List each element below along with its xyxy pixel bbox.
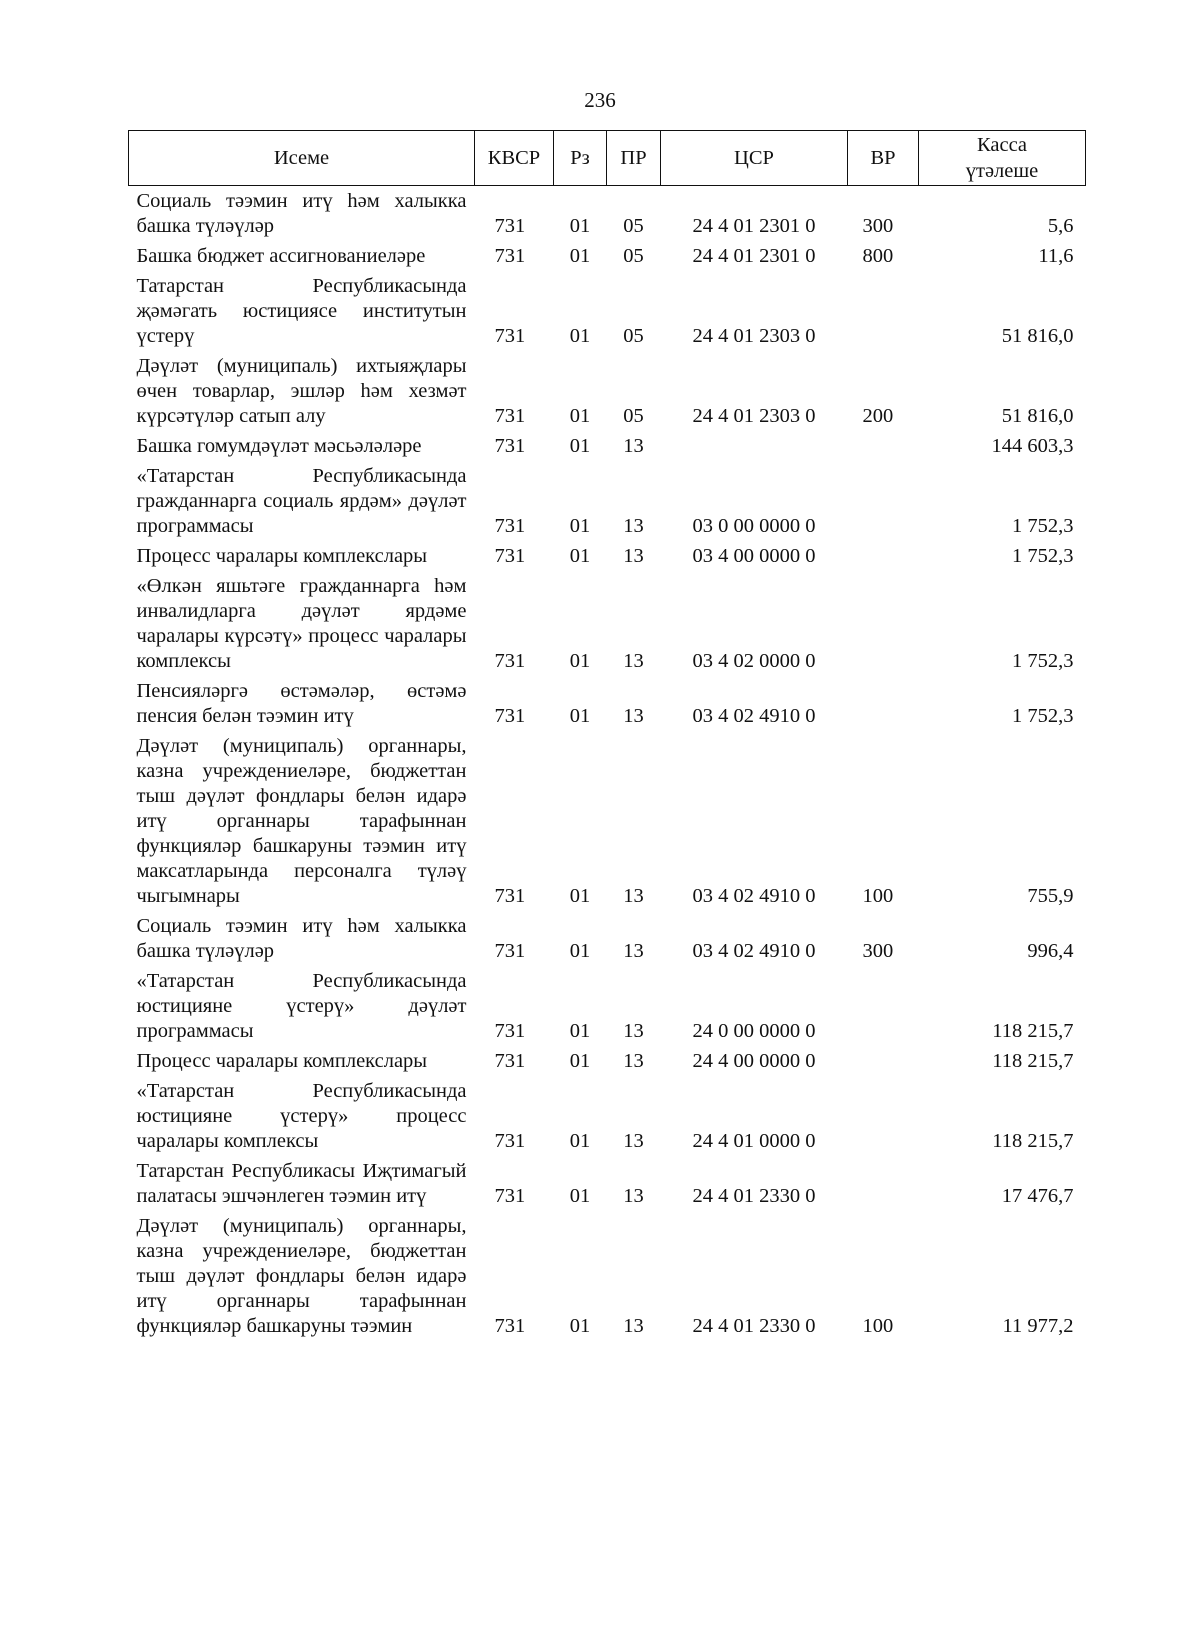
row-vr: 800: [862, 245, 894, 267]
header-kvsr: КВСР: [475, 131, 554, 186]
row-name: «Татарстан Республикасында юстицияне үстерү» процесс чаралары комплексы: [136, 1080, 467, 1152]
row-rz: 01: [569, 515, 591, 537]
row-cash-execution: 144 603,3: [991, 435, 1074, 457]
row-csr: 03 4 00 0000 0: [692, 545, 816, 567]
row-name: Татарстан Республикасында җәмәгать юстициясе институтын үстерү: [136, 275, 467, 347]
row-rz: 01: [569, 1050, 591, 1072]
table-header: [129, 131, 1086, 186]
row-cash-execution: 118 215,7: [992, 1020, 1074, 1042]
table-row: [129, 541, 1086, 571]
row-rz: 01: [569, 1185, 591, 1207]
row-vr: [848, 676, 919, 731]
table-body: [129, 186, 1086, 1342]
row-rz: 01: [569, 650, 591, 672]
row-pr: 05: [623, 215, 644, 237]
table-row: [129, 966, 1086, 1046]
row-kvsr: 731: [494, 325, 526, 347]
row-csr: 24 0 00 0000 0: [692, 1020, 816, 1042]
row-csr: 24 4 01 2303 0: [692, 325, 816, 347]
row-name: Процесс чаралары комплекслары: [136, 545, 428, 567]
row-vr: [848, 541, 919, 571]
row-cash-execution: 118 215,7: [992, 1130, 1074, 1152]
row-pr: 13: [623, 1130, 644, 1152]
table-row: [129, 676, 1086, 731]
header-cash-execution-line2: үтәлеше: [965, 160, 1039, 182]
row-name: Дәүләт (муниципаль) органнары, казна учреждениеләре, бюджеттан тыш дәүләт фондлары белән идарә итү органнары тарафыннан функцияләр башкаруны тәэмин итү максатларында персоналга түләү чыгымнары: [136, 735, 467, 907]
header-csr: ЦСР: [661, 131, 848, 186]
row-rz: 01: [569, 1315, 591, 1337]
row-rz: 01: [569, 885, 591, 907]
row-pr: 13: [623, 705, 644, 727]
row-csr: [661, 431, 848, 461]
row-kvsr: 731: [494, 1020, 526, 1042]
row-kvsr: 731: [494, 215, 526, 237]
row-pr: 13: [623, 1315, 644, 1337]
row-name: Процесс чаралары комплекслары: [136, 1050, 428, 1072]
table-row: [129, 571, 1086, 676]
row-rz: 01: [569, 245, 591, 267]
row-csr: 24 4 01 0000 0: [692, 1130, 816, 1152]
row-name: Дәүләт (муниципаль) ихтыяҗлары өчен товарлар, эшләр һәм хезмәт күрсәтүләр сатып алу: [136, 355, 467, 427]
row-pr: 05: [623, 405, 644, 427]
row-name: Пенсияләргә өстәмәләр, өстәмә пенсия белән тәэмин итү: [136, 680, 467, 727]
row-kvsr: 731: [494, 405, 526, 427]
row-csr: 24 4 01 2330 0: [692, 1315, 816, 1337]
table-row: [129, 186, 1086, 242]
row-csr: 24 4 01 2301 0: [692, 215, 816, 237]
row-kvsr: 731: [494, 885, 526, 907]
row-csr: 03 0 00 0000 0: [692, 515, 816, 537]
row-rz: 01: [569, 405, 591, 427]
row-vr: [848, 1046, 919, 1076]
row-rz: 01: [569, 940, 591, 962]
row-name: «Өлкән яшьтәге гражданнарга һәм инвалидларга дәүләт ярдәме чаралары күрсәтү» процесс чаралары комплексы: [136, 575, 467, 672]
row-csr: 24 4 01 2303 0: [692, 405, 816, 427]
header-cash-execution-line1: Касса: [976, 134, 1028, 156]
row-pr: 13: [623, 650, 644, 672]
header-rz: Рз: [554, 131, 607, 186]
row-kvsr: 731: [494, 940, 526, 962]
row-cash-execution: 1 752,3: [1012, 515, 1074, 537]
table-row: [129, 271, 1086, 351]
row-cash-execution: 11,6: [1038, 245, 1074, 267]
row-name: «Татарстан Республикасында гражданнарга социаль ярдәм» дәүләт программасы: [136, 465, 467, 537]
row-cash-execution: 51 816,0: [1001, 405, 1074, 427]
row-pr: 13: [623, 1050, 644, 1072]
row-rz: 01: [569, 1020, 591, 1042]
row-cash-execution: 118 215,7: [992, 1050, 1074, 1072]
table-row: [129, 431, 1086, 461]
row-kvsr: 731: [494, 1315, 526, 1337]
row-kvsr: 731: [494, 1050, 526, 1072]
row-kvsr: 731: [494, 545, 526, 567]
row-cash-execution: 1 752,3: [1012, 545, 1074, 567]
row-vr: [848, 966, 919, 1046]
row-vr: 100: [862, 1315, 894, 1337]
row-cash-execution: 51 816,0: [1001, 325, 1074, 347]
row-rz: 01: [569, 545, 591, 567]
row-vr: [848, 1156, 919, 1211]
row-csr: 03 4 02 4910 0: [692, 705, 816, 727]
row-kvsr: 731: [494, 515, 526, 537]
row-vr: [848, 271, 919, 351]
row-vr: [848, 571, 919, 676]
row-pr: 13: [623, 940, 644, 962]
row-name: Башка бюджет ассигнованиеләре: [136, 245, 426, 267]
row-cash-execution: 1 752,3: [1012, 705, 1074, 727]
table-row: [129, 461, 1086, 541]
row-cash-execution: 5,6: [1047, 215, 1074, 237]
row-pr: 13: [623, 545, 644, 567]
row-csr: 24 4 01 2330 0: [692, 1185, 816, 1207]
row-name: Социаль тәэмин итү һәм халыкка башка түләүләр: [136, 190, 467, 237]
row-vr: 200: [862, 405, 894, 427]
row-csr: 03 4 02 4910 0: [692, 940, 816, 962]
row-pr: 13: [623, 1020, 644, 1042]
row-kvsr: 731: [494, 245, 526, 267]
row-kvsr: 731: [494, 650, 526, 672]
row-kvsr: 731: [494, 1185, 526, 1207]
row-csr: 03 4 02 0000 0: [692, 650, 816, 672]
table-row: [129, 1211, 1086, 1341]
row-vr: [848, 461, 919, 541]
budget-table: [128, 130, 1086, 1341]
row-rz: 01: [569, 435, 591, 457]
row-name: Дәүләт (муниципаль) органнары, казна учреждениеләре, бюджеттан тыш дәүләт фондлары белән идарә итү органнары тарафыннан функцияләр башкаруны тәэмин: [136, 1215, 467, 1337]
table-row: [129, 1076, 1086, 1156]
table-row: [129, 241, 1086, 271]
row-rz: 01: [569, 1130, 591, 1152]
row-pr: 13: [623, 885, 644, 907]
row-vr: 100: [862, 885, 894, 907]
row-rz: 01: [569, 705, 591, 727]
row-rz: 01: [569, 215, 591, 237]
page-number: 236: [584, 88, 616, 112]
header-vr: ВР: [848, 131, 919, 186]
row-vr: 300: [862, 215, 894, 237]
row-pr: 05: [623, 245, 644, 267]
row-kvsr: 731: [494, 1130, 526, 1152]
table-row: [129, 351, 1086, 431]
row-pr: 13: [623, 515, 644, 537]
row-cash-execution: 17 476,7: [1001, 1185, 1074, 1207]
row-name: Социаль тәэмин итү һәм халыкка башка түләүләр: [136, 915, 467, 962]
header-name: Исеме: [129, 131, 475, 186]
row-pr: 13: [623, 435, 644, 457]
row-csr: 24 4 00 0000 0: [692, 1050, 816, 1072]
table-row: [129, 731, 1086, 911]
row-kvsr: 731: [494, 705, 526, 727]
header-pr: ПР: [607, 131, 661, 186]
row-name: Татарстан Республикасы Иҗтимагый палатасы эшчәнлеген тәэмин итү: [136, 1160, 467, 1207]
row-vr: 300: [862, 940, 894, 962]
row-name: Башка гомумдәүләт мәсьәләләре: [136, 435, 422, 457]
row-csr: 03 4 02 4910 0: [692, 885, 816, 907]
row-pr: 05: [623, 325, 644, 347]
row-cash-execution: 11 977,2: [1002, 1315, 1074, 1337]
row-csr: 24 4 01 2301 0: [692, 245, 816, 267]
table-row: [129, 1156, 1086, 1211]
row-cash-execution: 1 752,3: [1012, 650, 1074, 672]
row-name: «Татарстан Республикасында юстицияне үстерү» дәүләт программасы: [136, 970, 467, 1042]
header-cash-execution: [919, 131, 1086, 186]
row-vr: [848, 431, 919, 461]
row-kvsr: 731: [494, 435, 526, 457]
table-row: [129, 1046, 1086, 1076]
row-cash-execution: 755,9: [1027, 885, 1074, 907]
table-row: [129, 911, 1086, 966]
row-cash-execution: 996,4: [1027, 940, 1074, 962]
row-vr: [848, 1076, 919, 1156]
row-pr: 13: [623, 1185, 644, 1207]
row-rz: 01: [569, 325, 591, 347]
